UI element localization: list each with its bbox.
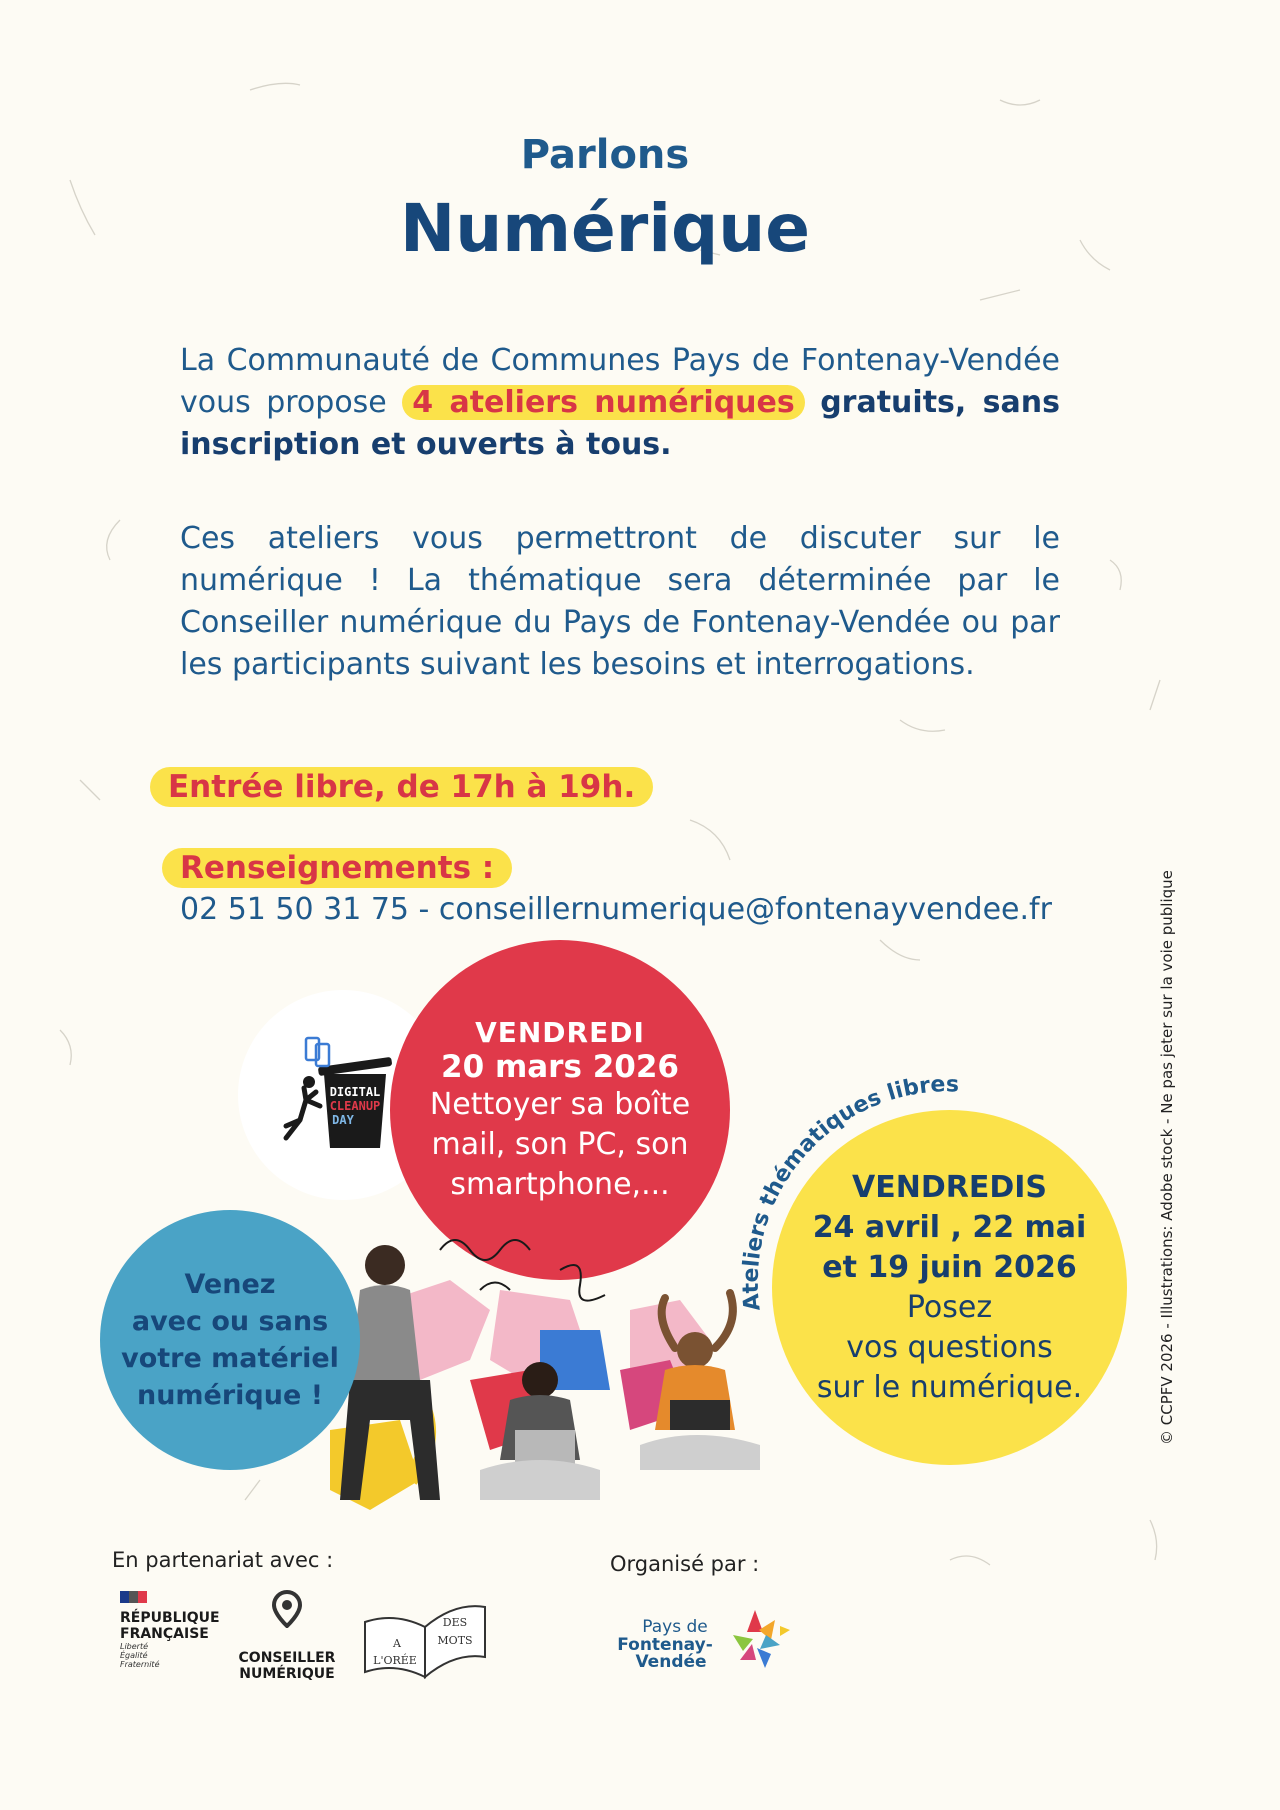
copyright-text: © CCPFV 2026 - Illustrations: Adobe stock - Ne pas jeter sur la voie publique bbox=[1158, 870, 1176, 1445]
event1-day: VENDREDI bbox=[475, 1015, 645, 1049]
event-circle-march bbox=[390, 940, 730, 1280]
event2-text-1: Posez bbox=[906, 1289, 993, 1325]
ateliers-highlight: 4 ateliers numériques bbox=[402, 385, 805, 420]
event2-text-3: sur le numérique. bbox=[816, 1369, 1083, 1405]
venez-circle bbox=[100, 1210, 360, 1470]
pf-line-3: Vendée bbox=[635, 1652, 707, 1672]
contact-info: 02 51 50 31 75 - conseillernumerique@fontenayvendee.fr bbox=[180, 892, 1052, 927]
renseignements-label: Renseignements : bbox=[162, 848, 512, 888]
venez-line-2: avec ou sans bbox=[131, 1306, 329, 1337]
venez-line-3: votre matériel bbox=[121, 1343, 339, 1374]
pf-line-2: Fontenay- bbox=[617, 1635, 713, 1655]
arc-label-text: Ateliers thématiques libres bbox=[738, 1072, 960, 1313]
organizer-label: Organisé par : bbox=[610, 1552, 760, 1576]
intro-paragraph bbox=[180, 340, 1060, 466]
cleanup-text-3: DAY bbox=[332, 1113, 354, 1127]
pf-line-1: Pays de bbox=[642, 1617, 708, 1637]
event1-desc-3: smartphone,... bbox=[450, 1166, 670, 1202]
rf-motto-2: Égalité bbox=[120, 1651, 148, 1660]
conseiller-numerique-logo bbox=[232, 1590, 342, 1682]
partner-label: En partenariat avec : bbox=[112, 1548, 334, 1572]
copyright-vertical bbox=[1148, 790, 1182, 1450]
event1-desc-1: Nettoyer sa boîte bbox=[429, 1086, 691, 1122]
title-line-2: Numérique bbox=[400, 190, 810, 267]
rf-line-1: RÉPUBLIQUE bbox=[120, 1610, 220, 1626]
pays-fontenay-vendee-logo bbox=[605, 1590, 805, 1685]
event1-date: 20 mars 2026 bbox=[441, 1048, 679, 1085]
event2-dates-2: et 19 juin 2026 bbox=[822, 1249, 1077, 1285]
svg-text:Ateliers thématiques libres bbox=[739, 1072, 960, 1312]
entree-libre-label: Entrée libre, de 17h à 19h. bbox=[150, 767, 653, 807]
venez-line-1: Venez bbox=[184, 1269, 276, 1300]
cn-line-2: NUMÉRIQUE bbox=[239, 1666, 335, 1682]
cleanup-text-1: DIGITAL bbox=[329, 1085, 381, 1099]
oree-des-mots-logo bbox=[355, 1592, 495, 1682]
description-paragraph: Ces ateliers vous permettront de discuter sur le numérique ! La thématique sera déterminée par le Conseiller numérique du Pays de Fontenay-Vendée ou par les participants suivant les besoins et interrogations. bbox=[180, 521, 1060, 682]
title-line-1: Parlons bbox=[520, 132, 690, 178]
venez-line-4: numérique ! bbox=[136, 1380, 324, 1411]
intro-text: La Communauté de Communes Pays de Fontenay-Vendée vous propose bbox=[180, 343, 1060, 420]
cleanup-text-2: CLEANUP bbox=[329, 1099, 381, 1113]
location-pin-icon bbox=[272, 1590, 302, 1628]
intro-bold: gratuits, sans inscription et ouverts à tous. bbox=[180, 385, 1060, 462]
book-left-2: L'ORÉE bbox=[373, 1654, 417, 1667]
event1-desc-2: mail, son PC, son bbox=[431, 1126, 689, 1162]
event2-dates-1: 24 avril , 22 mai bbox=[812, 1209, 1087, 1245]
event2-text-2: vos questions bbox=[846, 1329, 1053, 1365]
book-right-1: DES bbox=[442, 1616, 468, 1629]
book-right-2: MOTS bbox=[437, 1634, 473, 1647]
rf-line-2: FRANÇAISE bbox=[120, 1626, 209, 1642]
rf-motto-1: Liberté bbox=[120, 1642, 149, 1651]
event2-day: VENDREDIS bbox=[852, 1169, 1047, 1205]
cn-line-1: CONSEILLER bbox=[238, 1650, 336, 1666]
marianne-icon bbox=[120, 1588, 150, 1606]
ateliers-arc-label bbox=[720, 1020, 1050, 1340]
star-burst-icon bbox=[733, 1610, 790, 1668]
rf-motto-3: Fraternité bbox=[120, 1660, 160, 1669]
book-left-1: A bbox=[393, 1637, 401, 1650]
republique-francaise-logo bbox=[120, 1588, 230, 1669]
